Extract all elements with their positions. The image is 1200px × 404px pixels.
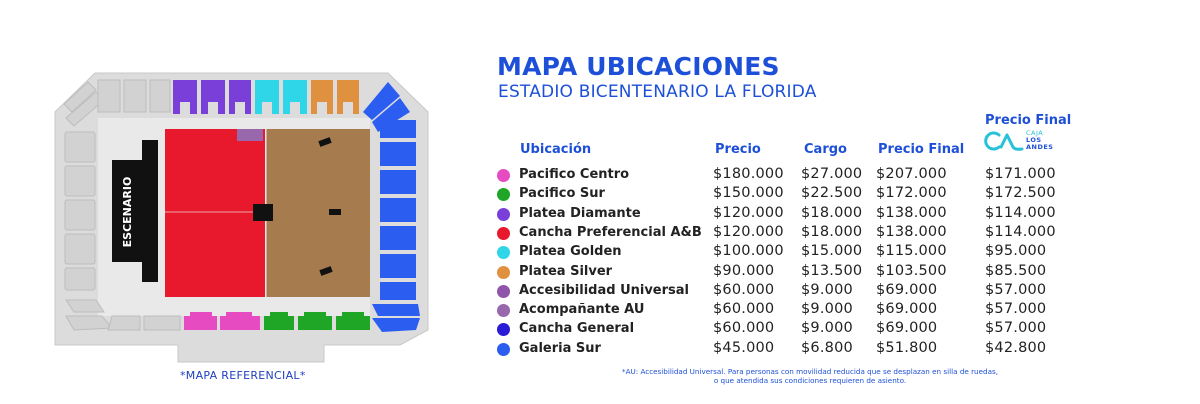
color-swatch <box>497 285 510 298</box>
stadium-map <box>0 0 470 404</box>
cell-cargo: $27.000 <box>801 166 863 182</box>
table-row <box>497 282 1097 301</box>
cell-precio-final-caja: $172.500 <box>985 185 1056 202</box>
cell-precio-final-caja: $57.000 <box>985 320 1047 337</box>
cell-cargo: $18.000 <box>801 223 863 240</box>
cell-precio-final-caja: $85.500 <box>985 262 1047 279</box>
cell-ubicacion: Cancha General <box>519 321 635 337</box>
cell-precio-final-caja: $57.000 <box>985 301 1047 318</box>
table-row <box>497 166 1097 185</box>
page-subtitle: ESTADIO BICENTENARIO LA FLORIDA <box>498 82 817 102</box>
color-swatch <box>497 188 510 201</box>
mixer-booth <box>253 204 273 221</box>
col-header-ubicacion: Ubicación <box>520 142 592 157</box>
cell-ubicacion: Accesibilidad Universal <box>519 282 690 298</box>
table-row <box>497 205 1097 224</box>
cell-ubicacion: Platea Diamante <box>519 205 641 221</box>
top-gray-sections <box>98 80 170 112</box>
cell-precio: $60.000 <box>713 301 775 318</box>
cell-precio-final: $172.000 <box>876 185 947 202</box>
map-caption: *MAPA REFERENCIAL* <box>180 369 306 382</box>
cell-precio-final: $69.000 <box>876 301 938 318</box>
page-title: MAPA UBICACIONES <box>497 52 780 81</box>
color-swatch <box>497 246 510 259</box>
cell-precio-final: $69.000 <box>876 281 938 298</box>
cell-cargo: $15.000 <box>801 243 863 260</box>
table-row <box>497 340 1097 359</box>
cell-cargo: $6.800 <box>801 339 853 356</box>
cell-ubicacion: Platea Silver <box>519 263 613 279</box>
table-row <box>497 243 1097 262</box>
cancha-preferencial-area <box>165 129 265 297</box>
color-swatch <box>497 169 510 182</box>
cell-precio-final: $138.000 <box>876 223 947 240</box>
cell-precio-final-caja: $57.000 <box>985 281 1047 298</box>
cell-ubicacion: Pacifico Centro <box>519 167 630 182</box>
table-row <box>497 185 1097 204</box>
cell-precio-final-caja: $114.000 <box>985 223 1056 240</box>
color-swatch <box>497 343 510 356</box>
table-row <box>497 301 1097 320</box>
cell-ubicacion: Galeria Sur <box>519 340 601 356</box>
color-swatch <box>497 227 510 240</box>
cell-precio-final: $51.800 <box>876 339 938 356</box>
cell-cargo: $22.500 <box>801 185 863 202</box>
cell-ubicacion: Cancha Preferencial A&B <box>519 224 702 240</box>
col-header-precio: Precio <box>715 142 761 157</box>
cell-cargo: $18.000 <box>801 204 863 221</box>
logo-line-1: CAJA <box>1026 129 1044 137</box>
color-swatch <box>497 304 510 317</box>
cell-precio: $180.000 <box>713 166 784 182</box>
cell-precio-final-caja: $95.000 <box>985 243 1047 260</box>
cell-precio-final: $207.000 <box>876 166 947 182</box>
col-header-cargo: Cargo <box>804 142 847 157</box>
footnote <box>560 367 1060 385</box>
color-swatch <box>497 323 510 336</box>
cell-precio-final: $138.000 <box>876 204 947 221</box>
col-header-precio-final: Precio Final <box>878 142 965 157</box>
cell-precio-final: $103.500 <box>876 262 947 279</box>
accesibilidad-area <box>237 129 263 141</box>
cell-precio-final-caja: $42.800 <box>985 339 1047 356</box>
cell-precio: $100.000 <box>713 243 784 260</box>
cell-cargo: $9.000 <box>801 301 853 318</box>
cell-precio: $120.000 <box>713 204 784 221</box>
cell-precio-final-caja: $114.000 <box>985 204 1056 221</box>
cell-precio: $60.000 <box>713 320 775 337</box>
cell-precio: $120.000 <box>713 223 784 240</box>
footnote-line-1: *AU: Accesibilidad Universal. Para personas con movilidad reducida que se desplazan en silla de ruedas, <box>621 367 999 376</box>
cell-precio-final-caja: $171.000 <box>985 166 1056 182</box>
table-row <box>497 263 1097 282</box>
cell-cargo: $9.000 <box>801 320 853 337</box>
footnote-line-2: o que atendida sus condiciones requieren de asiento. <box>713 376 907 385</box>
cell-cargo: $9.000 <box>801 281 853 298</box>
color-swatch <box>497 266 510 279</box>
caja-los-andes-wordmark <box>1026 130 1054 151</box>
logo-line-3: ANDES <box>1026 143 1054 151</box>
table-row <box>497 320 1097 339</box>
col-header-precio-final-caja: Precio Final <box>985 113 1072 128</box>
cell-precio: $150.000 <box>713 185 784 202</box>
cell-cargo: $13.500 <box>801 262 863 279</box>
cell-precio: $60.000 <box>713 281 775 298</box>
cell-ubicacion: Pacifico Sur <box>519 186 605 202</box>
cell-precio-final: $115.000 <box>876 243 947 260</box>
cancha-general-area <box>266 129 370 297</box>
table-row <box>497 224 1097 243</box>
color-swatch <box>497 208 510 221</box>
pacifico-sur-sections <box>264 312 370 330</box>
stage-label: ESCENARIO <box>121 176 134 248</box>
cell-precio-final: $69.000 <box>876 320 938 337</box>
cell-precio: $45.000 <box>713 339 775 356</box>
bottom-gray-sections <box>108 316 180 330</box>
cell-ubicacion: Acompañante AU <box>519 302 645 318</box>
cell-ubicacion: Platea Golden <box>519 244 622 260</box>
cell-precio: $90.000 <box>713 262 775 279</box>
logo-line-2: LOS <box>1026 136 1042 144</box>
